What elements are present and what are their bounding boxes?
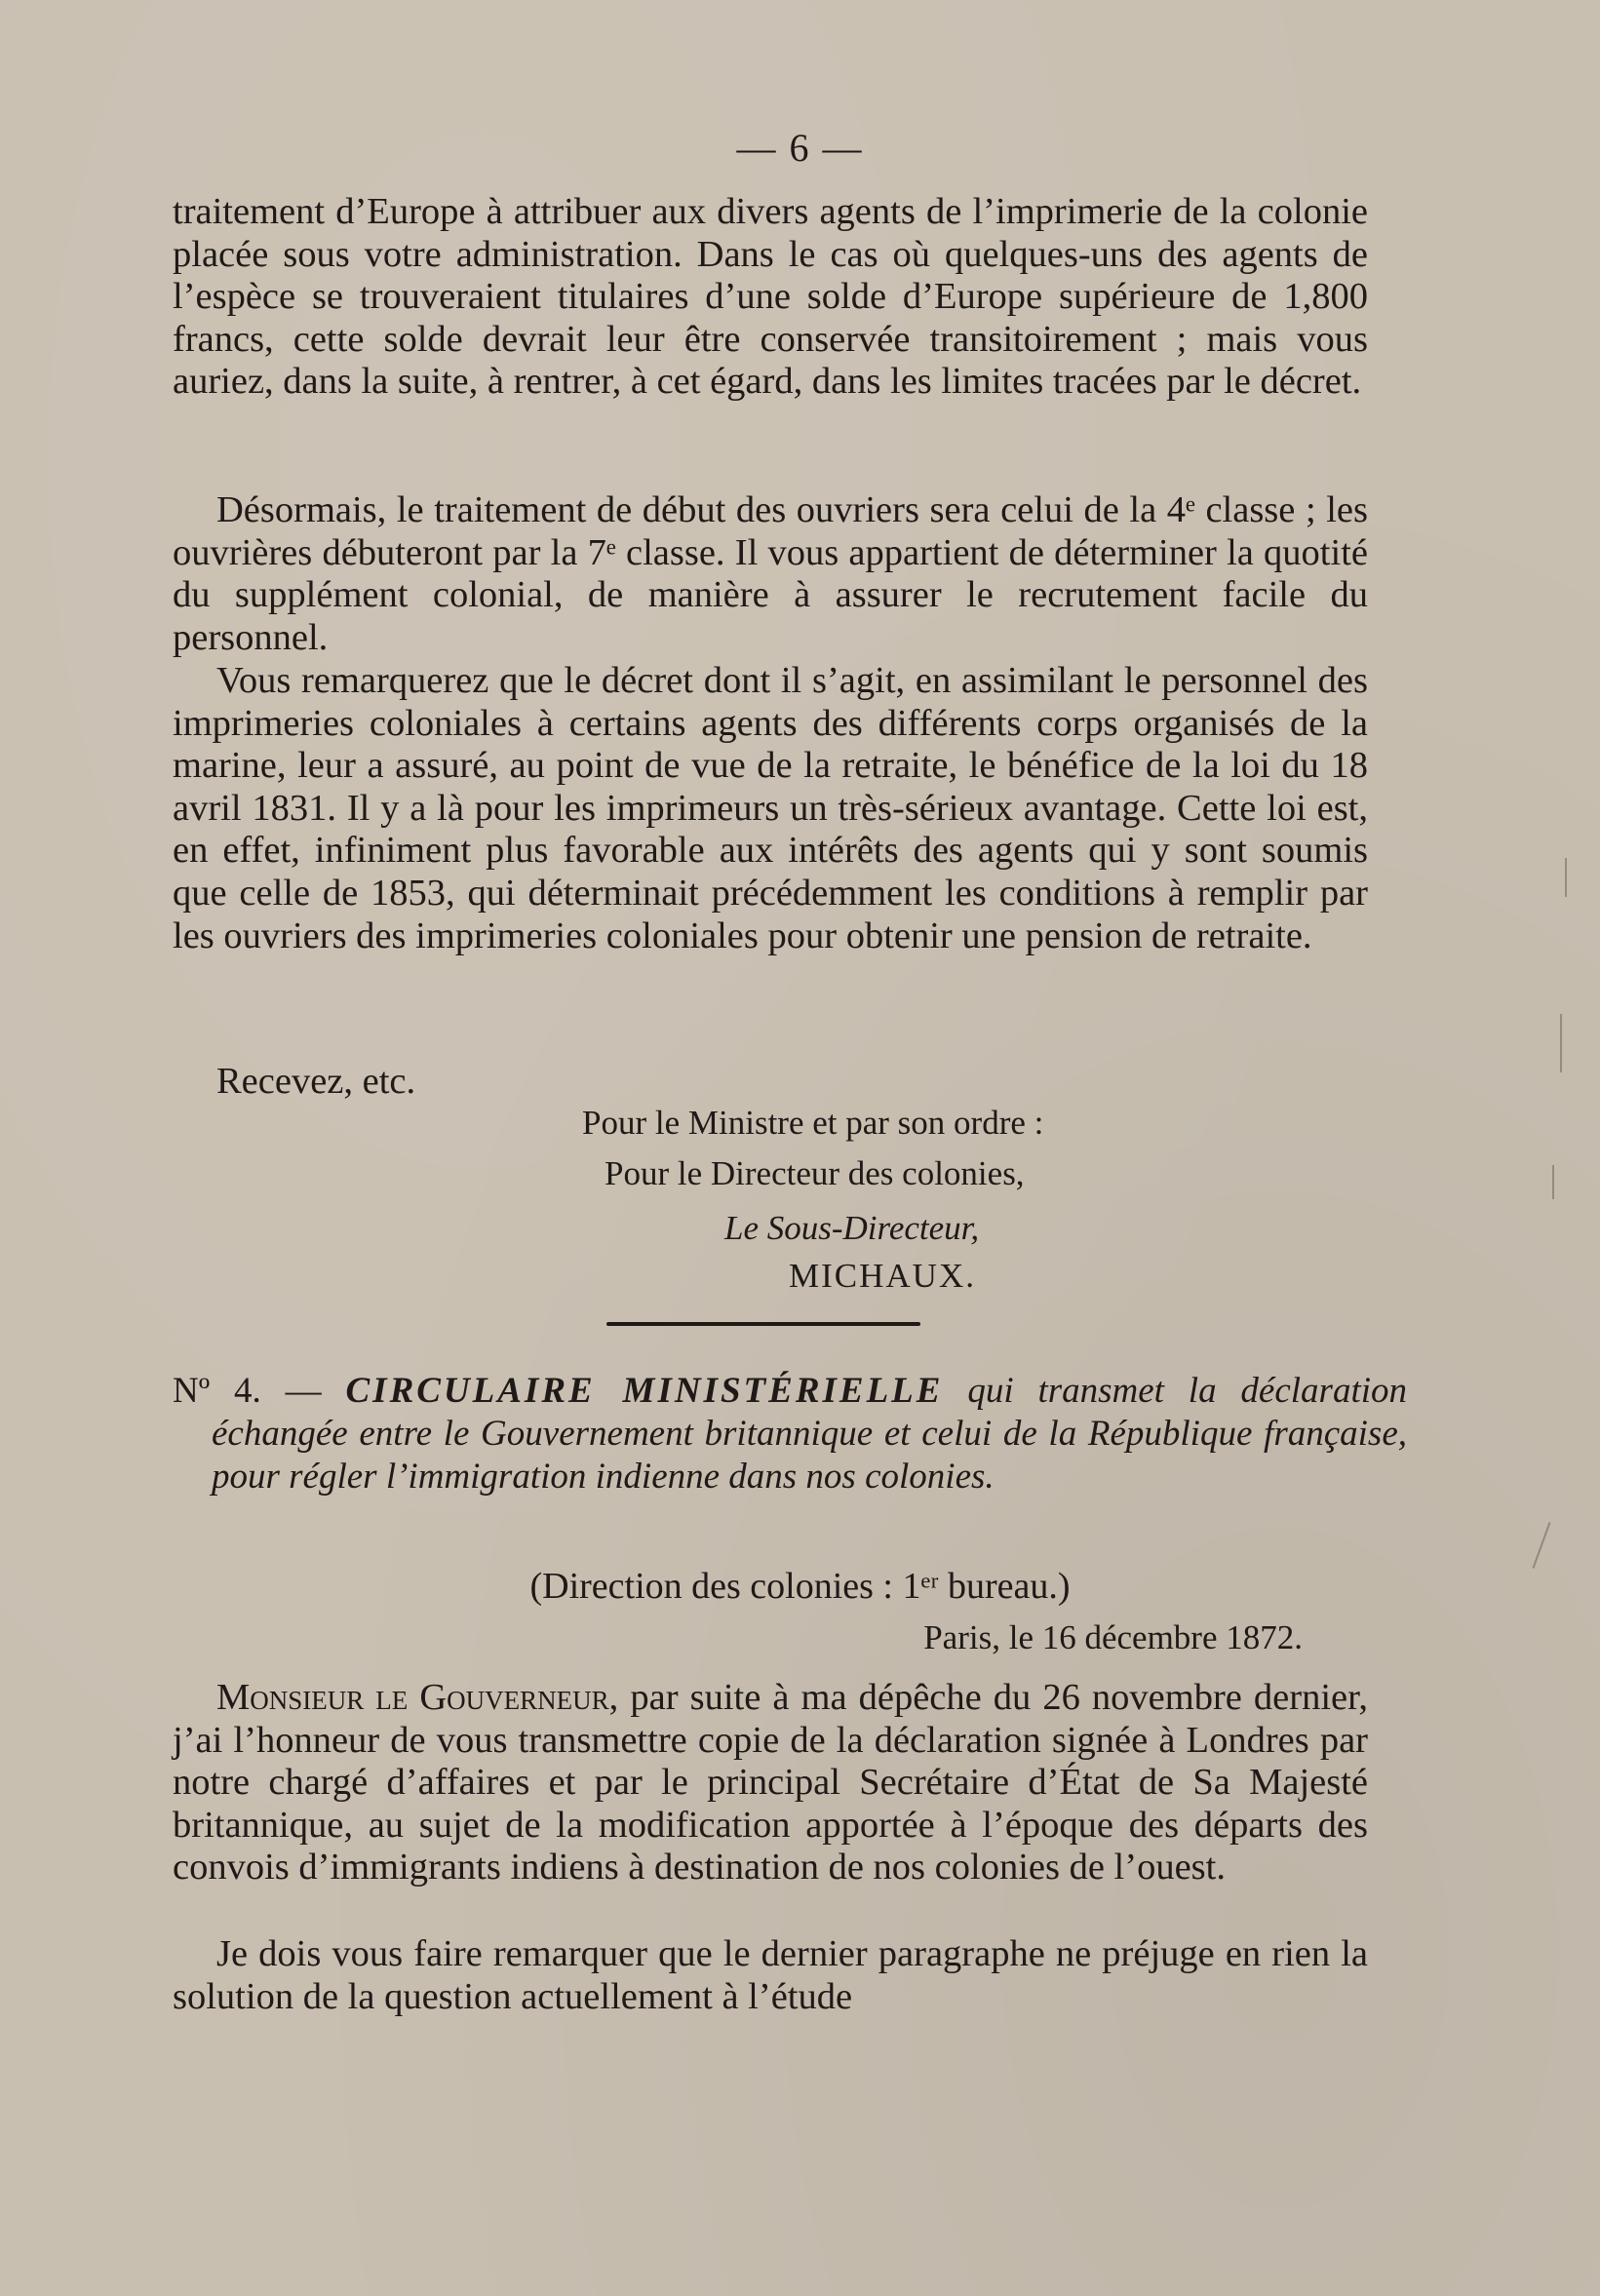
- circular-title: CIRCULAIRE MINISTÉRIELLE: [345, 1371, 944, 1411]
- signature-name: MICHAUX.: [789, 1257, 976, 1295]
- salutation: Monsieur le Gouverneur,: [216, 1677, 619, 1718]
- paper-mark: [1552, 1165, 1554, 1199]
- direction-line: (Direction des colonies : 1ᵉʳ bureau.): [529, 1566, 1071, 1607]
- paragraph-1: traitement d’Europe à attribuer aux divers agents de l’imprimerie de la colonie placée sous votre administration. Dans le cas où quelques-uns des agents de l’espèce se trouveraient titulaires d’une solde d’Europe supérieure de 1,800 francs, cette solde devrait leur être conservée transitoirement ; mais vous auriez, dans la suite, à rentrer, à cet égard, dans les limites tracées par le décret.: [173, 191, 1368, 403]
- dateline: Paris, le 16 décembre 1872.: [923, 1618, 1303, 1656]
- signature-line-3: Le Sous-Directeur,: [724, 1209, 980, 1247]
- signature-line-1: Pour le Ministre et par son ordre :: [582, 1104, 1044, 1142]
- letter-paragraph-1-block: [173, 1677, 1368, 1889]
- paper-mark: [1565, 858, 1567, 897]
- circular-number: Nº 4. —: [173, 1371, 322, 1411]
- paragraph-continuation: [173, 191, 1368, 404]
- paragraph-3: Vous remarquerez que le décret dont il s’agit, en assimilant le personnel des imprimeries coloniales à certains agents des différents corps organisés de la marine, leur a assuré, au point de vue de la retraite, le bénéfice de la loi du 18 avril 1831. Il y a là pour les imprimeurs un très-sérieux avantage. Cette loi est, en effet, infiniment plus favorable aux intérêts des agents qui y sont soumis que celle de 1853, qui déterminait précédemment les conditions à remplir par les ouvriers des imprimeries coloniales pour obtenir une pension de retraite.: [173, 660, 1368, 956]
- paragraph-block-2: [173, 489, 1368, 659]
- letter-paragraph-2: Je dois vous faire remarquer que le dernier paragraphe ne préjuge en rien la solution de la question actuellement à l’étude: [173, 1933, 1368, 2017]
- paragraph-2: Désormais, le traitement de début des ouvriers sera celui de la 4ᵉ classe ; les ouvrières débuteront par la 7ᵉ classe. Il vous appartient de déterminer la quotité du supplément colonial, de manière à assurer le recrutement facile du personnel.: [173, 489, 1368, 658]
- letter-paragraph-2-block: [173, 1933, 1368, 2018]
- signature-line-2: Pour le Directeur des colonies,: [605, 1154, 1025, 1192]
- letter-paragraph-1-text: par suite à ma dépêche du 26 novembre dernier, j’ai l’honneur de vous transmettre copie de la déclaration signée à Londres par notre chargé d’affaires et par le principal Secrétaire d’État de Sa Majesté britannique, au sujet de la modification apportée à l’époque des départs des convois d’immigrants indiens à destination de nos colonies de l’ouest.: [173, 1677, 1369, 1888]
- letter-paragraph-1: [173, 1677, 1368, 1889]
- paragraph-block-3: [173, 660, 1368, 957]
- circular-heading: [173, 1370, 1407, 1498]
- section-divider: [606, 1322, 920, 1326]
- page-number: — 6 —: [736, 126, 864, 170]
- closing-formula: Recevez, etc.: [216, 1061, 416, 1102]
- circular-subtitle: qui transmet la déclaration échangée entre le Gouvernement britannique et celui de la République française, pour régler l’immigration indienne dans nos colonies.: [212, 1371, 1407, 1497]
- paper-mark: [1560, 1014, 1562, 1072]
- paragraph-block-4: [173, 1061, 1368, 1104]
- paper-mark: [1533, 1522, 1551, 1569]
